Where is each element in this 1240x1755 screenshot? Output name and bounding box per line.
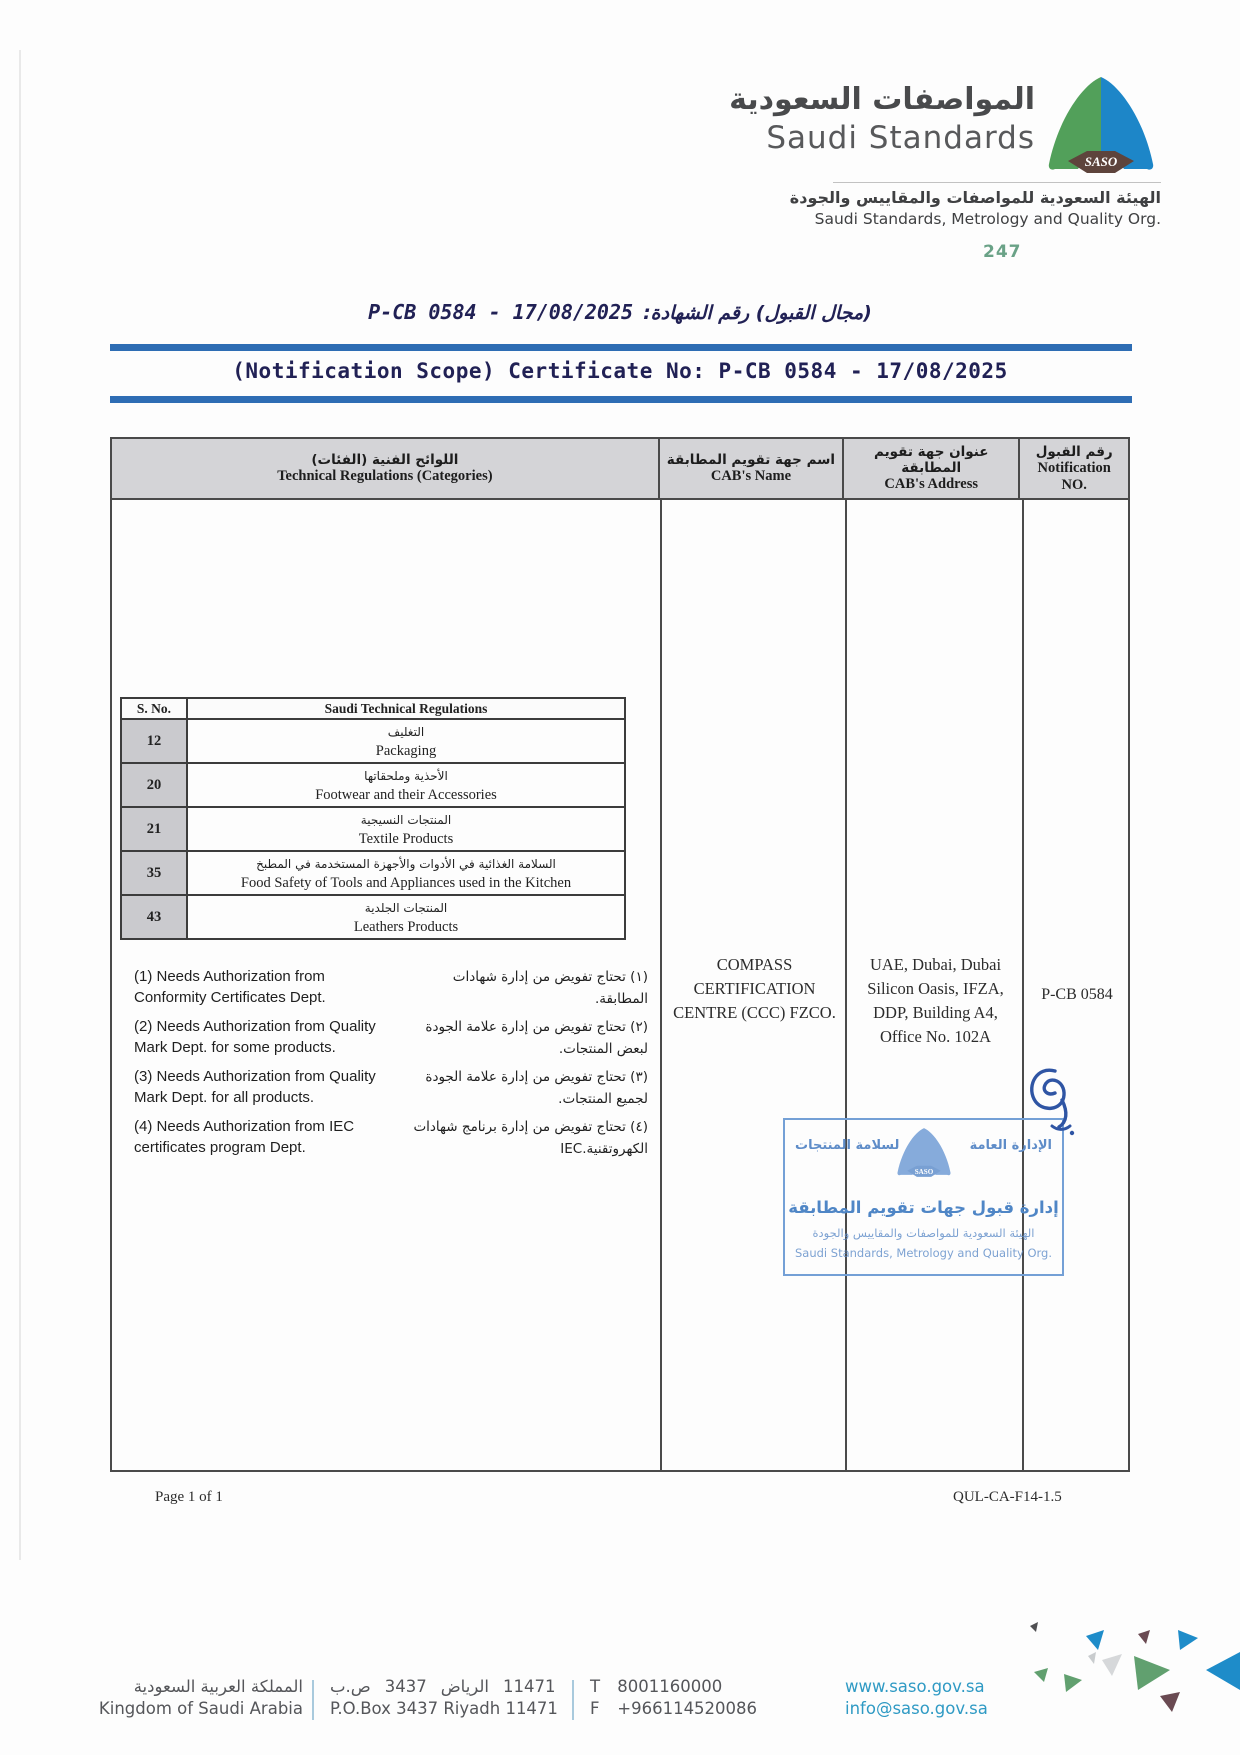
footer-website: www.saso.gov.sa	[845, 1677, 985, 1696]
saso-badge-text: SASO	[1084, 154, 1118, 169]
certificate-title-english: (Notification Scope) Certificate No: P-CB 0584 - 17/08/2025	[232, 359, 1008, 383]
org-name-lines	[700, 187, 1161, 230]
pobox-ar-city: الرياض	[440, 1677, 490, 1696]
title-rule-top	[110, 344, 1132, 351]
regulation-row	[121, 851, 625, 895]
top-page-number: 247	[983, 242, 1022, 262]
regulation-sno: 35	[121, 851, 187, 895]
note-row	[134, 1066, 648, 1110]
regulations-table	[120, 697, 626, 940]
footer-country-english: Kingdom of Saudi Arabia	[98, 1699, 303, 1718]
header-cab-name	[660, 439, 844, 498]
fax-number: +966114520086	[617, 1699, 758, 1718]
svg-text:SASO: SASO	[914, 1167, 933, 1176]
footer-pobox	[330, 1676, 565, 1720]
logo-divider	[833, 182, 1161, 183]
footer-divider	[312, 1680, 314, 1720]
footer-pobox-arabic	[330, 1676, 565, 1698]
regulation-cell	[187, 895, 625, 939]
header-col1-arabic: اللوائح الفنية (الفئات)	[311, 452, 459, 468]
sno-header: S. No.	[121, 698, 187, 719]
note-arabic: (٣) تحتاج تفويض من إدارة علامة الجودة لجميع المنتجات.	[425, 1069, 648, 1107]
regulation-cell	[187, 851, 625, 895]
regulation-english: Textile Products	[358, 830, 454, 847]
handwritten-signature	[1022, 1064, 1080, 1138]
regulation-row	[121, 719, 625, 763]
scan-artifact-line	[19, 50, 21, 1560]
form-code: QUL-CA-F14-1.5	[953, 1489, 1062, 1505]
fax-label: F	[590, 1699, 600, 1718]
footer-phone-fax	[590, 1676, 800, 1720]
note-english: (4) Needs Authorization from IEC certificates program Dept.	[134, 1118, 355, 1156]
note-row	[134, 1016, 648, 1060]
stamp-right-text: الإدارة العامة	[969, 1138, 1052, 1153]
department-stamp	[783, 1118, 1064, 1276]
note-english: (2) Needs Authorization from Quality Mark Dept. for some products.	[134, 1018, 376, 1056]
regulation-cell	[187, 719, 625, 763]
table-body	[112, 500, 1128, 1470]
stamp-department-line: إدارة قبول جهات تقويم المطابقة	[788, 1198, 1059, 1217]
title-arabic-label: (مجال القبول) رقم الشهادة:	[643, 302, 872, 324]
note-arabic: (٢) تحتاج تفويض من إدارة علامة الجودة لبعض المنتجات.	[425, 1019, 648, 1057]
regulation-sno: 20	[121, 763, 187, 807]
header-col4-arabic: رقم القبول	[1035, 443, 1113, 460]
regulation-cell	[187, 763, 625, 807]
regulation-row	[121, 763, 625, 807]
phone-number: 8001160000	[617, 1677, 723, 1696]
saso-logo-names	[700, 82, 1035, 158]
footer-country-arabic: المملكة العربية السعودية	[133, 1677, 303, 1696]
header-col2-english: CAB's Name	[710, 468, 792, 484]
regulation-english: Footwear and their Accessories	[315, 786, 497, 803]
phone-label: T	[590, 1677, 601, 1696]
logo-english-name: Saudi Standards	[766, 120, 1035, 156]
header-col2-arabic: اسم جهة تقويم المطابقة	[666, 452, 836, 468]
logo-arabic-name: المواصفات السعودية	[729, 82, 1035, 117]
pobox-ar-label: ص.ب	[330, 1677, 371, 1696]
pobox-ar-number: 3437	[384, 1677, 427, 1696]
notification-number-value: P-CB 0584	[1041, 986, 1113, 1003]
regulation-sno: 43	[121, 895, 187, 939]
regulation-row	[121, 895, 625, 939]
stamp-left-text: لسلامة المنتجات	[795, 1138, 900, 1153]
regulation-cell	[187, 807, 625, 851]
regulation-english: Packaging	[375, 742, 437, 759]
stamp-org-arabic: الهيئة السعودية للمواصفات والمقاييس والجودة	[812, 1226, 1035, 1240]
regulation-sno: 12	[121, 719, 187, 763]
table-header-row	[112, 439, 1128, 500]
note-arabic: (٤) تحتاج تفويض من إدارة برنامج شهادات الكهروتقنية.IEC	[413, 1119, 648, 1157]
note-row	[134, 1116, 648, 1160]
regulation-arabic: التغليف	[387, 724, 425, 739]
footer-triangle-decoration	[1000, 1608, 1240, 1755]
note-english: (1) Needs Authorization from Conformity Certificates Dept.	[134, 968, 326, 1006]
regulation-sno: 21	[121, 807, 187, 851]
regulations-header: Saudi Technical Regulations	[187, 698, 625, 719]
footer-divider	[572, 1680, 574, 1720]
certificate-title-arabic	[0, 300, 1240, 324]
notification-scope-table	[110, 437, 1130, 1472]
regulation-arabic: المنتجات الجلدية	[364, 900, 448, 915]
note-arabic: (١) تحتاج تفويض من إدارة شهادات المطابقة.	[452, 969, 648, 1007]
pobox-ar-zip: 11471	[503, 1677, 556, 1696]
stamp-saso-logo-icon	[894, 1125, 954, 1181]
regulation-english: Leathers Products	[353, 918, 459, 935]
regulation-english: Food Safety of Tools and Appliances used in the Kitchen	[240, 874, 572, 891]
header-col3-arabic: عنوان جهة تقويم المطابقة	[873, 444, 989, 476]
footer-email: info@saso.gov.sa	[845, 1699, 988, 1718]
cab-address-value: UAE, Dubai, Dubai Silicon Oasis, IFZA, DDP, Building A4, Office No. 102A	[867, 955, 1004, 1046]
header-col3-english: CAB's Address	[884, 476, 979, 492]
saso-triangle-logo-icon	[1042, 74, 1160, 178]
footer-country	[88, 1676, 303, 1720]
header-col4-english: Notification NO.	[1037, 459, 1111, 493]
note-row	[134, 966, 648, 1010]
header-cab-address	[844, 439, 1020, 498]
stamp-org-english: Saudi Standards, Metrology and Quality Org.	[795, 1246, 1052, 1260]
org-english: Saudi Standards, Metrology and Quality Org.	[814, 210, 1161, 228]
authorization-notes	[134, 966, 648, 1166]
title-cert-number: P-CB 0584 - 17/08/2025	[368, 300, 634, 324]
stamp-top-row	[785, 1138, 1062, 1153]
regulation-arabic: الأحذية وملحقاتها	[364, 768, 448, 783]
regulation-row	[121, 807, 625, 851]
regulations-header-row	[121, 698, 625, 719]
header-col1-english: Technical Regulations (Categories)	[277, 468, 493, 484]
title-rule-bottom	[110, 396, 1132, 403]
regulation-arabic: المنتجات النسيجية	[360, 812, 452, 827]
note-english: (3) Needs Authorization from Quality Mark Dept. for all products.	[134, 1068, 376, 1106]
cab-name-value: COMPASS CERTIFICATION CENTRE (CCC) FZCO.	[673, 955, 836, 1022]
page-counter: Page 1 of 1	[155, 1489, 223, 1505]
footer-pobox-english: P.O.Box 3437 Riyadh 11471	[330, 1699, 558, 1718]
org-arabic: الهيئة السعودية للمواصفات والمقاييس والجودة	[789, 188, 1161, 207]
header-technical-regulations	[112, 439, 660, 498]
regulation-arabic: السلامة الغذائية في الأدوات والأجهزة المستخدمة في المطبخ	[256, 856, 556, 871]
header-notification-no	[1020, 439, 1128, 498]
